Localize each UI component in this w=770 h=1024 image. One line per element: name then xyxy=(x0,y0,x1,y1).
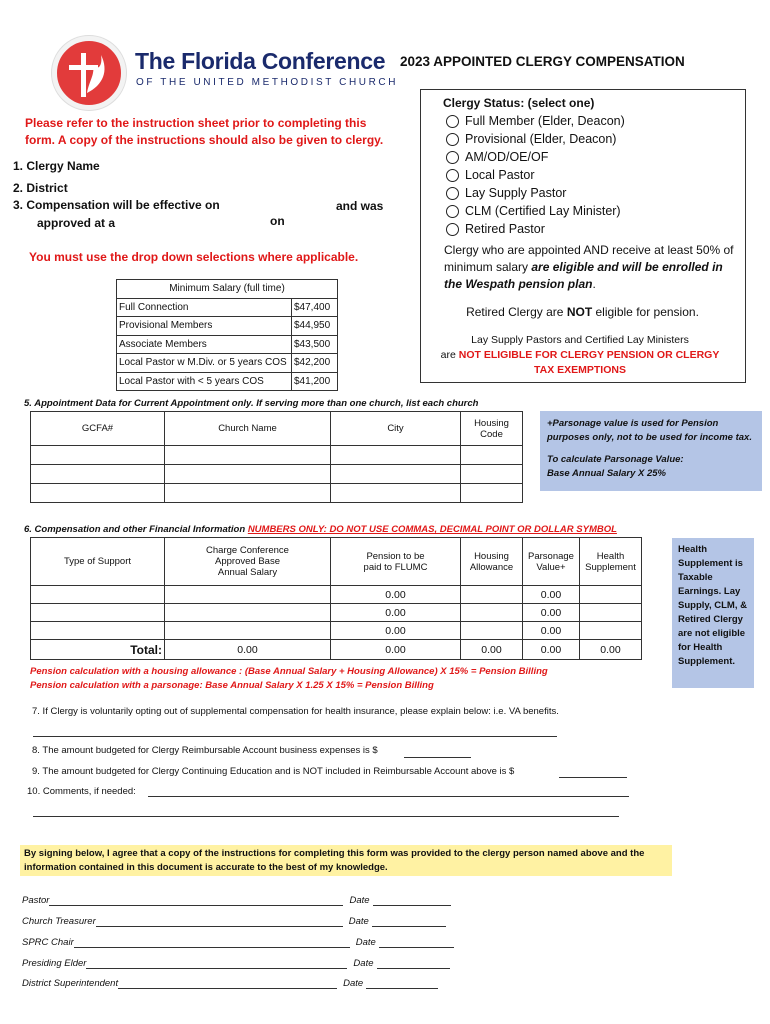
city-input[interactable] xyxy=(331,465,461,484)
q2-district-label: 2. District xyxy=(13,181,68,195)
total-row xyxy=(31,640,642,660)
signature-row-superintendent: District Superintendent Date xyxy=(22,978,438,989)
housing-allowance-input[interactable] xyxy=(461,586,523,604)
q3-approved-label: and was xyxy=(336,199,384,213)
dropdown-note: You must use the drop down selections where applicable. xyxy=(29,250,359,264)
type-of-support-select[interactable] xyxy=(31,622,165,640)
status-option-retired[interactable]: Retired Pastor xyxy=(446,222,545,236)
section5-title: 5. Appointment Data for Current Appointment only. If serving more than one church, list each church xyxy=(24,398,479,409)
instruction-note xyxy=(25,115,400,149)
table-row: Full Connection $47,400 xyxy=(117,298,338,317)
col-city: City xyxy=(331,412,461,446)
sprc-signature-field[interactable] xyxy=(74,938,350,948)
col-base-salary: Charge Conference Approved Base Annual Salary xyxy=(165,538,331,586)
q10-input[interactable] xyxy=(148,786,629,797)
q3-on-label: on xyxy=(270,214,285,228)
signature-row-pastor: Pastor Date xyxy=(22,895,451,906)
type-of-support-select[interactable] xyxy=(31,604,165,622)
church-input[interactable] xyxy=(165,446,331,465)
instruction-line-2: form. A copy of the instructions should also be given to clergy. xyxy=(25,133,384,147)
city-input[interactable] xyxy=(331,446,461,465)
q10-input-line-2[interactable] xyxy=(33,806,619,817)
q8-input[interactable] xyxy=(404,746,471,758)
total-salary: 0.00 xyxy=(165,640,331,660)
parsonage-note: +Parsonage value is used for Pension purposes only, not to be used for income tax. To calculate Parsonage Value: Base Annual Salary X 25% xyxy=(540,411,762,491)
elder-signature-field[interactable] xyxy=(86,959,347,969)
q10-label: 10. Comments, if needed: xyxy=(27,786,136,797)
pension-value: 0.00 xyxy=(331,604,461,622)
table-row xyxy=(31,465,523,484)
status-option-am-od[interactable]: AM/OD/OE/OF xyxy=(446,150,548,164)
table-row xyxy=(31,622,642,640)
base-salary-input[interactable] xyxy=(165,586,331,604)
total-housing: 0.00 xyxy=(461,640,523,660)
col-housing-allowance: Housing Allowance xyxy=(461,538,523,586)
q8-label: 8. The amount budgeted for Clergy Reimbursable Account business expenses is $ xyxy=(32,745,378,756)
health-supplement-input[interactable] xyxy=(580,604,642,622)
radio-icon[interactable] xyxy=(446,169,459,182)
radio-icon[interactable] xyxy=(446,151,459,164)
retired-clergy-note: Retired Clergy are NOT eligible for pension. xyxy=(466,305,699,319)
section6-title: 6. Compensation and other Financial Information NUMBERS ONLY: DO NOT USE COMMAS, DECIMAL POINT OR DOLLAR SYMBOL xyxy=(24,524,617,535)
health-supplement-input[interactable] xyxy=(580,622,642,640)
parsonage-value: 0.00 xyxy=(523,622,580,640)
housing-allowance-input[interactable] xyxy=(461,622,523,640)
status-option-full-member[interactable]: Full Member (Elder, Deacon) xyxy=(446,114,625,128)
q1-clergy-name-label: 1. Clergy Name xyxy=(13,159,100,173)
total-pension: 0.00 xyxy=(331,640,461,660)
conference-logo xyxy=(52,36,126,110)
org-subtitle: OF THE UNITED METHODIST CHURCH xyxy=(136,77,399,88)
cross-and-flame-icon xyxy=(57,41,121,105)
signature-row-presiding-elder: Presiding Elder Date xyxy=(22,958,450,969)
col-church-name: Church Name xyxy=(165,412,331,446)
table-row: Provisional Members $44,950 xyxy=(117,317,338,336)
table-row: Local Pastor w M.Div. or 5 years COS $42,200 xyxy=(117,354,338,373)
treasurer-signature-field[interactable] xyxy=(96,917,343,927)
status-option-provisional[interactable]: Provisional (Elder, Deacon) xyxy=(446,132,616,146)
pension-value: 0.00 xyxy=(331,586,461,604)
appointment-table xyxy=(30,411,523,503)
city-input[interactable] xyxy=(331,484,461,503)
elder-date-field[interactable] xyxy=(377,959,450,969)
q7-input[interactable] xyxy=(33,725,557,737)
table-row xyxy=(31,586,642,604)
housing-allowance-input[interactable] xyxy=(461,604,523,622)
table-row xyxy=(31,446,523,465)
col-pension: Pension to be paid to FLUMC xyxy=(331,538,461,586)
q7-label: 7. If Clergy is voluntarily opting out of supplemental compensation for health insurance, please explain below: i.e. VA benefits. xyxy=(32,706,559,717)
minimum-salary-table xyxy=(116,279,338,391)
status-option-clm[interactable]: CLM (Certified Lay Minister) xyxy=(446,204,621,218)
radio-icon[interactable] xyxy=(446,205,459,218)
col-parsonage-value: Parsonage Value+ xyxy=(523,538,580,586)
table-row: Associate Members $43,500 xyxy=(117,335,338,354)
clergy-status-title: Clergy Status: (select one) xyxy=(443,96,595,110)
table-row: Local Pastor with < 5 years COS $41,200 xyxy=(117,372,338,391)
superintendent-signature-field[interactable] xyxy=(118,979,337,989)
housing-code-select[interactable] xyxy=(461,465,523,484)
type-of-support-select[interactable] xyxy=(31,586,165,604)
q3-effective-label: 3. Compensation will be effective on xyxy=(13,198,220,212)
superintendent-date-field[interactable] xyxy=(366,979,438,989)
parsonage-value: 0.00 xyxy=(523,586,580,604)
base-salary-input[interactable] xyxy=(165,604,331,622)
health-supplement-input[interactable] xyxy=(580,586,642,604)
col-gcfa: GCFA# xyxy=(31,412,165,446)
lay-supply-note: Lay Supply Pastors and Certified Lay Ministers are NOT ELIGIBLE FOR CLERGY PENSION OR CLERGY TAX EXEMPTIONS xyxy=(440,334,720,376)
church-input[interactable] xyxy=(165,465,331,484)
base-salary-input[interactable] xyxy=(165,622,331,640)
total-parsonage: 0.00 xyxy=(523,640,580,660)
sprc-date-field[interactable] xyxy=(379,938,454,948)
signature-row-treasurer: Church Treasurer Date xyxy=(22,916,446,927)
gcfa-input[interactable] xyxy=(31,446,165,465)
attestation-note: By signing below, I agree that a copy of the instructions for completing this form was provided to the clergy person named above and the information contained in this document is accurate to the best of my knowledge. xyxy=(20,845,672,876)
pastor-signature-field[interactable] xyxy=(49,896,343,906)
table-row xyxy=(31,484,523,503)
gcfa-input[interactable] xyxy=(31,484,165,503)
pension-value: 0.00 xyxy=(331,622,461,640)
pastor-date-field[interactable] xyxy=(373,896,451,906)
instruction-line-1: Please refer to the instruction sheet prior to completing this xyxy=(25,116,367,130)
housing-code-select[interactable] xyxy=(461,484,523,503)
col-housing-code: Housing Code xyxy=(461,412,523,446)
status-option-local-pastor[interactable]: Local Pastor xyxy=(446,168,534,182)
radio-icon[interactable] xyxy=(446,187,459,200)
total-health: 0.00 xyxy=(580,640,642,660)
min-salary-header: Minimum Salary (full time) xyxy=(117,280,338,299)
radio-icon[interactable] xyxy=(446,115,459,128)
org-name: The Florida Conference xyxy=(135,48,386,74)
table-row xyxy=(31,604,642,622)
total-label: Total: xyxy=(31,640,165,660)
col-health-supplement: Health Supplement xyxy=(580,538,642,586)
gcfa-input[interactable] xyxy=(31,465,165,484)
q3-approved-at-label: approved at a xyxy=(37,216,116,230)
q9-label: 9. The amount budgeted for Clergy Continuing Education and is NOT included in Reimbursable Account above is $ xyxy=(32,766,515,777)
housing-code-select[interactable] xyxy=(461,446,523,465)
radio-icon[interactable] xyxy=(446,133,459,146)
signature-row-sprc: SPRC Chair Date xyxy=(22,937,454,948)
pension-eligibility-note: Clergy who are appointed AND receive at least 50% of minimum salary are eligible and will be enrolled in the Wespath pension plan. xyxy=(444,243,734,291)
church-input[interactable] xyxy=(165,484,331,503)
form-title: 2023 APPOINTED CLERGY COMPENSATION xyxy=(400,54,685,69)
compensation-table xyxy=(30,537,642,660)
q9-input[interactable] xyxy=(559,766,627,778)
col-type-of-support: Type of Support xyxy=(31,538,165,586)
parsonage-value: 0.00 xyxy=(523,604,580,622)
pension-calculation-notes: Pension calculation with a housing allowance : (Base Annual Salary + Housing Allowance) X 15% = Pension Billing Pension calculation with a parsonage: Base Annual Salary X 1.25 X 15% = Pension Billing xyxy=(30,666,548,691)
status-option-lay-supply[interactable]: Lay Supply Pastor xyxy=(446,186,566,200)
health-supplement-note: Health Supplement is Taxable Earnings. Lay Supply, CLM, & Retired Clergy are not eligible for Health Supplement. xyxy=(672,538,754,688)
treasurer-date-field[interactable] xyxy=(372,917,446,927)
radio-icon[interactable] xyxy=(446,223,459,236)
